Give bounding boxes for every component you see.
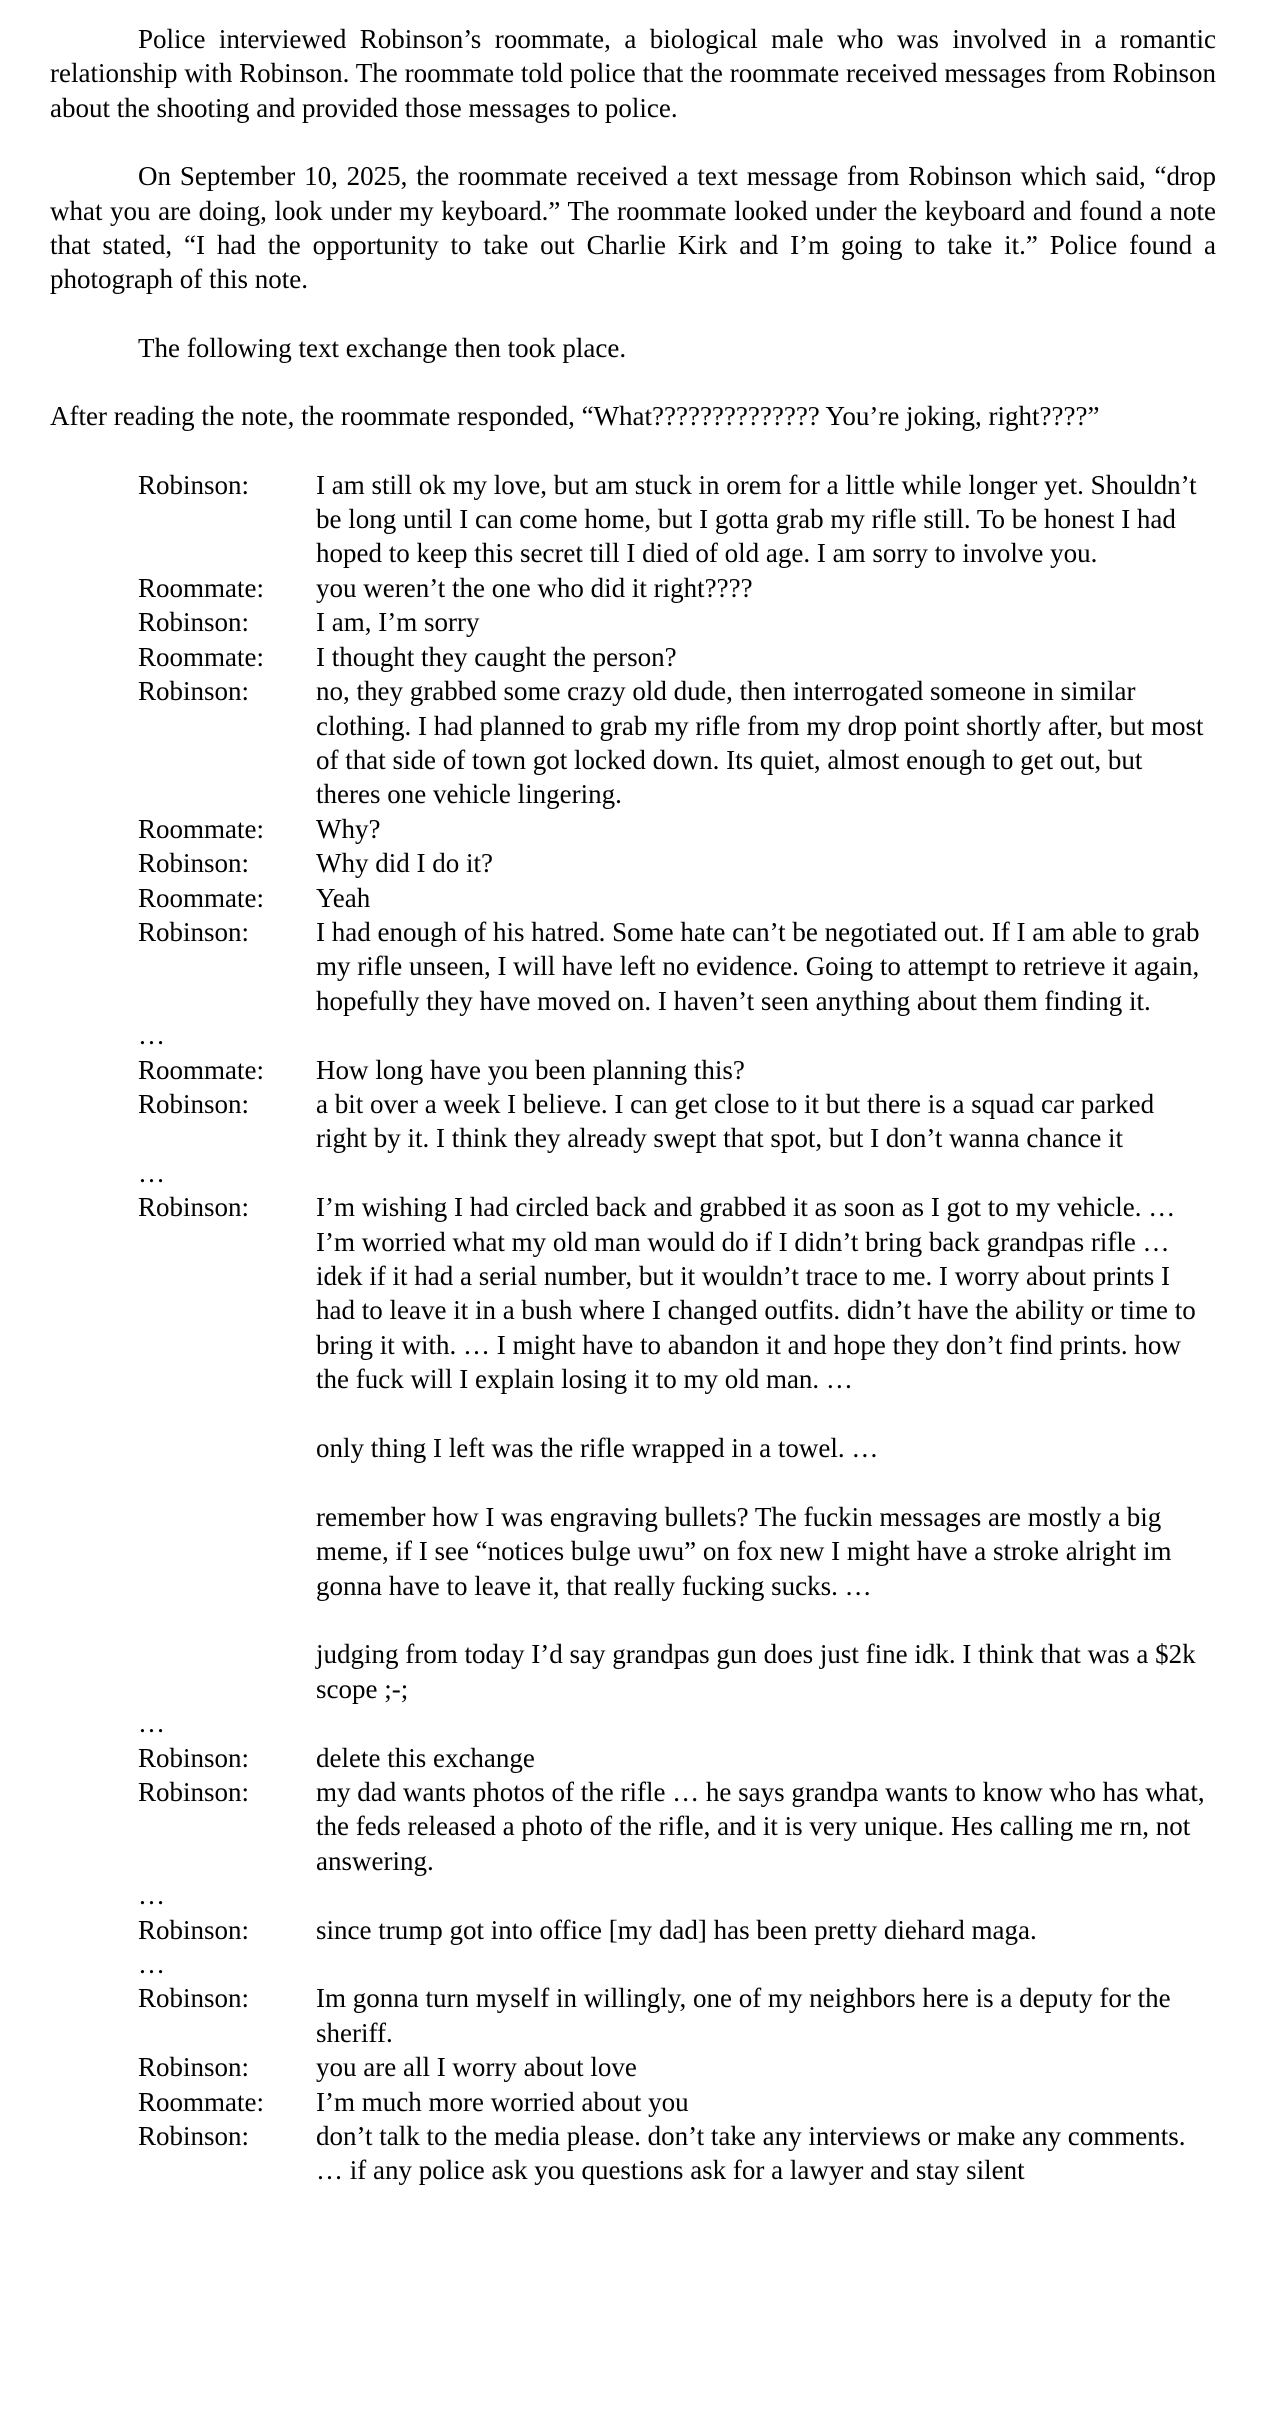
message-speaker: Roommate: bbox=[138, 641, 264, 672]
message-line: my dad wants photos of the rifle … he says grandpa wants to know who has what, the feds released a photo of the rifle, and it is very unique. Hes calling me rn, not answering. bbox=[316, 1777, 1205, 1876]
message-line: since trump got into office [my dad] has been pretty diehard maga. bbox=[316, 1914, 1037, 1945]
message-row bbox=[138, 2119, 1216, 2188]
message-row bbox=[138, 2085, 1216, 2119]
message-speaker: Robinson: bbox=[138, 607, 250, 638]
message-row bbox=[138, 2050, 1216, 2084]
message-row bbox=[138, 640, 1216, 674]
message-row bbox=[138, 674, 1216, 812]
text-exchange bbox=[50, 468, 1216, 2188]
message-line: remember how I was engraving bullets? The fuckin messages are mostly a big meme, if I see “notices bulge uwu” on fox new I might have a stroke alright im gonna have to leave it, that really fucking sucks. … bbox=[316, 1501, 1172, 1601]
message-line: Yeah bbox=[316, 882, 371, 913]
message-speaker: Roommate: bbox=[138, 572, 264, 603]
message-speaker: Roommate: bbox=[138, 2086, 264, 2117]
ellipsis-separator: … bbox=[138, 1880, 165, 1911]
message-row bbox=[138, 468, 1216, 571]
message-line: only thing I left was the rifle wrapped in a towel. … bbox=[316, 1432, 879, 1463]
message-speaker: Roommate: bbox=[138, 813, 264, 844]
message-text bbox=[316, 640, 1216, 674]
message-speaker: Roommate: bbox=[138, 1054, 264, 1085]
message-text bbox=[316, 1913, 1216, 1947]
message-row bbox=[138, 1913, 1216, 1947]
message-text bbox=[316, 1775, 1216, 1878]
message-line: I’m much more worried about you bbox=[316, 2086, 689, 2117]
paragraph-interview: Police interviewed Robinson’s roommate, a biological male who was involved in a romantic relationship with Robinson. The roommate told police that the roommate received messages from Robinson about the shooting and provided those messages to police. bbox=[50, 24, 1216, 123]
message-row bbox=[138, 915, 1216, 1018]
message-line: don’t talk to the media please. don’t take any interviews or make any comments. … if any police ask you questions ask for a lawyer and stay silent bbox=[316, 2121, 1186, 2186]
message-text bbox=[316, 1053, 1216, 1087]
message-speaker: Robinson: bbox=[138, 1914, 250, 1945]
message-speaker: Robinson: bbox=[138, 1192, 250, 1223]
message-speaker: Robinson: bbox=[138, 1777, 250, 1807]
message-text bbox=[316, 812, 1216, 846]
message-row bbox=[138, 1190, 1216, 1706]
message-speaker: Robinson: bbox=[138, 916, 250, 947]
message-line: I thought they caught the person? bbox=[316, 641, 677, 672]
message-text bbox=[316, 2085, 1216, 2119]
message-row bbox=[138, 1775, 1216, 1878]
message-text bbox=[316, 1981, 1216, 2050]
message-text bbox=[316, 881, 1216, 915]
message-text bbox=[316, 846, 1216, 880]
message-speaker: Robinson: bbox=[138, 848, 250, 879]
message-speaker: Robinson: bbox=[138, 1742, 250, 1773]
message-line: I had enough of his hatred. Some hate can’t be negotiated out. If I am able to grab my rifle unseen, I will have left no evidence. Going to attempt to retrieve it again, hopefully they have moved on. I haven’t seen anything about them finding it. bbox=[316, 916, 1200, 1016]
message-row bbox=[138, 846, 1216, 880]
message-text bbox=[316, 1190, 1216, 1706]
message-line: Im gonna turn myself in willingly, one of my neighbors here is a deputy for the sheriff. bbox=[316, 1983, 1171, 2048]
message-text bbox=[316, 605, 1216, 639]
message-speaker: Robinson: bbox=[138, 2121, 250, 2152]
paragraph-note: On September 10, 2025, the roommate received a text message from Robinson which said, “drop what you are doing, look under my keyboard.” The roommate looked under the keyboard and found a note that stated, “I had the opportunity to take out Charlie Kirk and I’m going to take it.” Police found a photograph of this note. bbox=[50, 161, 1216, 295]
message-row bbox=[138, 1053, 1216, 1087]
roommate-response: After reading the note, the roommate responded, “What?????????????? You’re joking, right????” bbox=[50, 401, 1100, 432]
message-speaker: Robinson: bbox=[138, 1983, 250, 2014]
message-row bbox=[138, 1981, 1216, 2050]
message-row bbox=[138, 881, 1216, 915]
message-text bbox=[316, 915, 1216, 1018]
ellipsis-separator: … bbox=[138, 1157, 165, 1188]
message-line: I’m wishing I had circled back and grabbed it as soon as I got to my vehicle. … I’m worried what my old man would do if I didn’t bring back grandpas rifle … idek if it had a serial number, but it wouldn’t trace to me. I worry about prints I had to leave it in a bush where I changed outfits. didn’t have the ability or time to bring it with. … I might have to abandon it and hope they don’t find prints. how the fuck will I explain losing it to my old man. … bbox=[316, 1192, 1196, 1395]
message-line: you weren’t the one who did it right???? bbox=[316, 572, 753, 603]
message-line: a bit over a week I believe. I can get close to it but there is a squad car parked right by it. I think they already swept that spot, but I don’t wanna chance it bbox=[316, 1088, 1155, 1154]
message-row bbox=[138, 812, 1216, 846]
message-row bbox=[138, 605, 1216, 639]
message-row bbox=[138, 1087, 1216, 1156]
message-speaker: Robinson: bbox=[138, 2052, 250, 2083]
message-line: I am still ok my love, but am stuck in orem for a little while longer yet. Shouldn’t be long until I can come home, but I gotta grab my rifle still. To be honest I had hoped to keep this secret till I died of old age. I am sorry to involve you. bbox=[316, 469, 1197, 569]
message-text bbox=[316, 674, 1216, 812]
message-line: How long have you been planning this? bbox=[316, 1054, 745, 1085]
message-line: no, they grabbed some crazy old dude, then interrogated someone in similar clothing. I had planned to grab my rifle from my drop point shortly after, but most of that side of town got locked down. Its quiet, almost enough to get out, but theres one vehicle lingering. bbox=[316, 676, 1204, 810]
message-text bbox=[316, 571, 1216, 605]
paragraph-exchange-intro: The following text exchange then took place. bbox=[138, 332, 627, 363]
message-line: judging from today I’d say grandpas gun does just fine idk. I think that was a $2k scope ;-; bbox=[316, 1639, 1196, 1704]
message-speaker: Robinson: bbox=[138, 1088, 250, 1119]
message-line: you are all I worry about love bbox=[316, 2052, 637, 2083]
message-text bbox=[316, 2050, 1216, 2084]
message-line: I am, I’m sorry bbox=[316, 607, 480, 638]
message-text bbox=[316, 1741, 1216, 1775]
ellipsis-separator: … bbox=[138, 1708, 165, 1739]
message-line: Why did I do it? bbox=[316, 848, 493, 879]
ellipsis-separator: … bbox=[138, 1020, 165, 1051]
message-row bbox=[138, 1741, 1216, 1775]
message-speaker: Robinson: bbox=[138, 676, 250, 707]
message-text bbox=[316, 2119, 1216, 2188]
message-line: Why? bbox=[316, 813, 381, 844]
message-line: delete this exchange bbox=[316, 1742, 535, 1773]
message-speaker: Robinson: bbox=[138, 469, 250, 500]
message-row bbox=[138, 571, 1216, 605]
ellipsis-separator: … bbox=[138, 1949, 165, 1980]
message-speaker: Roommate: bbox=[138, 882, 264, 913]
message-text bbox=[316, 1087, 1216, 1156]
message-text bbox=[316, 468, 1216, 571]
